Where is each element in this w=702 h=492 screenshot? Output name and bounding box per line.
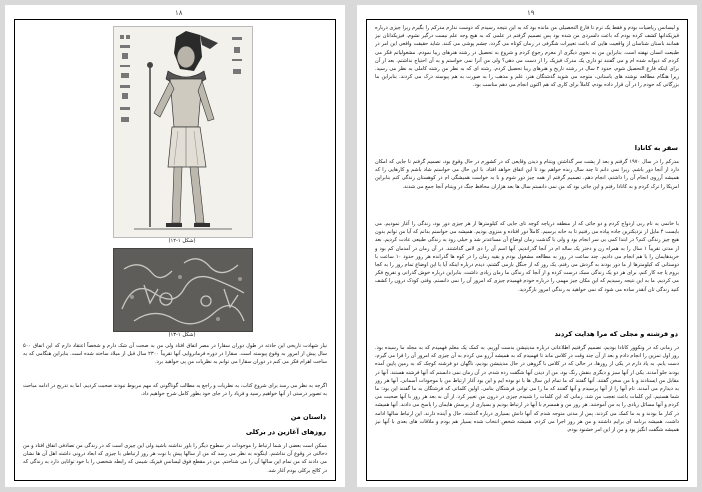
stone-relief-image — [113, 248, 253, 332]
heading-my-story: داستان من — [290, 413, 326, 421]
figure2-caption: (شکل ۱-۱۳) — [168, 332, 196, 338]
left-page-number: ۱۸ — [175, 9, 183, 17]
figure1-caption: (شکل ۱-۱۲) — [168, 238, 196, 244]
right-page-frame — [366, 19, 688, 481]
left-paragraph-1: نیاز شهادت تاریخی این حادثه در طول دوران سقارا در مصر اتفاق افتاد ولی من به صحت آن شک دارم و شخصاً اعتقاد دارم که این اتفاق ۵۰۰ سال پیش از امروز به وقوع پیوسته است. سقارا در دوره فرمانروایی آنها تقریباً ۲۳۰۰ سال قبل از میلاد ساخته شده است. بنابراین هنگامی که به ساخت اهرام فکر می کنم در دوران سقارا می توانم به نظریات من پی خواهید برد. — [23, 343, 327, 366]
egyptian-figure-image — [113, 26, 253, 238]
right-paragraph-3: با خانمی به نام ربی ازدواج کردم و دو جائی که از منطقه دریاچه کوچه تای جایی که کیلومترها از هر چیزی دور بود، زندگی را آغاز نمودیم. می بایست ۴ مایل از نزدیکترین جاده پیاده می رفتیم تا به خانه برسیم. کاملاً دور افتاده و منزوی بودیم. همیشه می خواستم بدانم که آیا من توانم بدون هیچ چیز زندگی کنم؟ در ابتدا کمی بی سر انجام بود و ولی با گذشت زمان اوضاع آن مساعدتر شد و خیلی زود به زندگی طبیعی عادت کردیم. بعد از مدتی تقریباً ۱ سال را به همراه زن و دختر یک ساله ام در آنجا گذراندیم. آنها اسم آن را دی لاس گذاشتند. در آن زمان در آمدمان کم بود و خریدهایمان را با هم انجام می دادیم. چند ساعت در روز به مطالعه مشغول بودم و بقیه زمان را در کوه ها گذرانده هر روز حدود ۱۰ ساعت با دوستانی که کیلومترها از ما دور بودند به گردش می رفتم. یک روز که از جنگل بازمی گشتم، دیدم درباره اینکه آیا با این اوضاع تمام روز را به کجا بروم یا چه کار کنم، برای هر دو یک زندگی سبک درست کرده و از آنجا که زندگی ما زمان زیادی داشت، بنابراین درباره خوش گذرانی و تفریح فکر می کردیم. ما به این نتیجه رسیدیم که این مکان چیز مهمی را درباره خودم فهمیدم چیزی که امروز آن را نمی دانستم. وقتی کودک درون را کشف کنید زندگی تان آنقدر ساده می شود که نمی خواهید به زندگی امروز بازگردید. — [375, 221, 679, 293]
heading-trip-to-canada: سفر به کانادا — [634, 144, 678, 152]
right-page-number: ۱۹ — [527, 9, 535, 17]
egyptian-figure-drawing — [114, 27, 252, 237]
heading-two-angels: دو فرشته و مجلی که مرا هدایت کردند — [554, 330, 678, 338]
right-paragraph-4: در زمانی که در ونکوور کانادا بودیم، تصمیم گرفتیم اطلاعاتی درباره مدیتیشن بدست آوریم. به کمک یک معلم فهمیدم که به مجله ما رسیده بود. روز اول تمرین را انجام دادم و بعد از آن چند وقت در کلاس ماند تا فهمیدم که به همیشه آرزو می کردم به آن چیزی که امروز آن را فرا می گیرم، دست یابم. به یاد دارم در یکی از روزها، در حالی که در کلاس با گروهی در حال مدیتیشن بودیم، ناگهان دو فرشته کوچک که به زمین پایین آمده بودند جلو آمدند. یکی از آنها سبز و دیگری بنفش رنگ بود. من از دیدن آنها شگفت زده شدم. در آن زمان نمی دانستم که آنها فرشته هستند. آنها در مقابل من ایستادند و با من سخن گفتند. آنها گفتند که ما تمام این سال ها با تو بوده ایم و این بود آغاز ارتباط من با موجودات آسمانی. آنها هر روز به دیدارم می آمدند. نام آنها را از آنها پرسیدم و آنها گفتند که ما را می توانی فرشتگان بنامی. اولین کلماتی که فرشتگان به ما گفتند این بود: ما شما هستیم. این کلمات باعث تعجب من شد. زمانی که این کلمات را شنیدم چیزی در درون من تغییر کرد. از آن به بعد هر روز با آنها صحبت می کردم و آنها مسائل زیادی را به من آموختند. هر روز من و همسرم با آنها در ارتباط بودیم و بسیاری از پرسش هایمان را پاسخ می دادند. آنها همیشه در کنار ما بودند و به ما کمک می کردند. پس از مدتی متوجه شدم که آنها دانش بسیاری درباره گذشته، حال و آینده دارند. این ارتباط سالها ادامه داشت. همیشه برنامه ای برایم داشتند و من هر روز اجرا می کردم. همیشه شخص انتخاب شده بسیار هم بودم و ملاقات های بعدی با آنها نیز همیشه شگفت انگیز بود و من از این امر خشنود بودم. — [375, 345, 679, 434]
left-paragraph-3: ممکن است بعضی از شما ارتباط را موجودات در سطوح دیگر را باور نداشته باشید ولی این چیزی است که در زندگی من تصادفی اتفاق افتاد و من دخالتی در وقوع آن نداشتم. اینگونه به نظر می رسد که من از سالها پیش با نوت هر روز ارتباطی با چیزی که ابعاد درونی داشته اهل آن ها نشان می دادند که من تمام این سالها آن را می شناختم. من در مقطع فوق لیسانس فیزیک شیمی که رابطه شخصی را با خود توانایی دارد به زندگی که در کالج برکلی بودم آغاز شد. — [23, 443, 327, 474]
left-page — [5, 5, 345, 487]
right-page — [357, 5, 697, 487]
stone-relief-drawing — [114, 249, 252, 331]
left-paragraph-2: اگرچه به نظر می رسد برای شروع کتاب، به نظریات و راجع به مطالب گوناگونی که مهم مربوط نبودند صحبت کردیم. اما به تدریج در ادامه مباحث به تصویر درستی از آنها خواهیم رسید و فریاد را در جای خود بطور کامل شرح خواهیم داد. — [23, 383, 327, 398]
right-paragraph-2: مدرکم را در سال ۱۹۷۰ گرفتم و بعد از پشت سر گذاشتن ویتنام و دیدن وقایعی که در کشورم در حال وقوع بود، تصمیم گرفتم تا جایی که امکان دارد از آنجا دور باشم. زیرا تمی دانم تا چند سال زنده خواهم بود تا این اتفاق خواهد افتاد. با این حال می خواستم شاد باشم و کارهایی را که همیشه آرزوی انجام آن را داشتم، انجام دهم. تصمیم گرفتم از همه چیز دور شوم و با به خواست همیشگی ام در کوهستان زندگی کنم بنابراین امریکا را ترک کردم و به کانادا رفتم و این جائی بود که من نمی دانستم سال ها بعد هزاران محافظ جنگ در ویتنام آنجا جمع می شدند. — [375, 159, 679, 190]
right-paragraph-1: و لیسانس ریاضیات بودم و فقط یک ترم تا فارغ التحصیلی من مانده بود که به این نتیجه رسیدم که دوست ندارم مدرکم را بگیرم زیرا چیزی درباره فیزیکدانها کشف کرده بودم که باعث دلسردی من شده بود پس تصمیم گرفتم در علمی که به هیچ وجه علم نیست درگیر نشوم. فیزیکدانان نیز همانند باستان شناسان از واقعیت هایی که باعث تغییرات شگرفی در زمان کوتاه می گردد، چشم پوشی می کنند. شاید حقیقت واقعی این امر در طبیعت انسان نهفته است. بنابراین من به نحوی دیگری از مغرم رجوع کردم و شروع به تحصیل در رشته هنرهای زیبا نمودم. مشغولیاتم فکر می کردم که دیوانه شده ام و می گفتند تو داری یک مدرک فیزیک را از دست می دهی؟ ولی من آنرا نمی خواستم و به آن احتیاج نداشتم. بعد از آن برای اینکه فارغ التحصیل شوم، حدود ۲ سال در رشته تاریخ و هنرهای زیبا تحصیل کردم. رشته ای که به نظر من رشته کاملی به نظر می رسید. زیرا هنگام مطالعه نوشته های باستانی، متوجه می شوید گذشتگان هنر، علم و مذهب را به صورت به هم پیوسته درک می کردند. بنابراین ما بزرگانی که خودم را در آن قرار داده بودم، کاملاً برای کاری که هم اکنون انجام می دهم مناسب بود. — [375, 25, 679, 89]
left-page-frame — [14, 19, 336, 481]
heading-early-days-berkeley: روزهای آغازین در برکلی — [245, 428, 326, 436]
